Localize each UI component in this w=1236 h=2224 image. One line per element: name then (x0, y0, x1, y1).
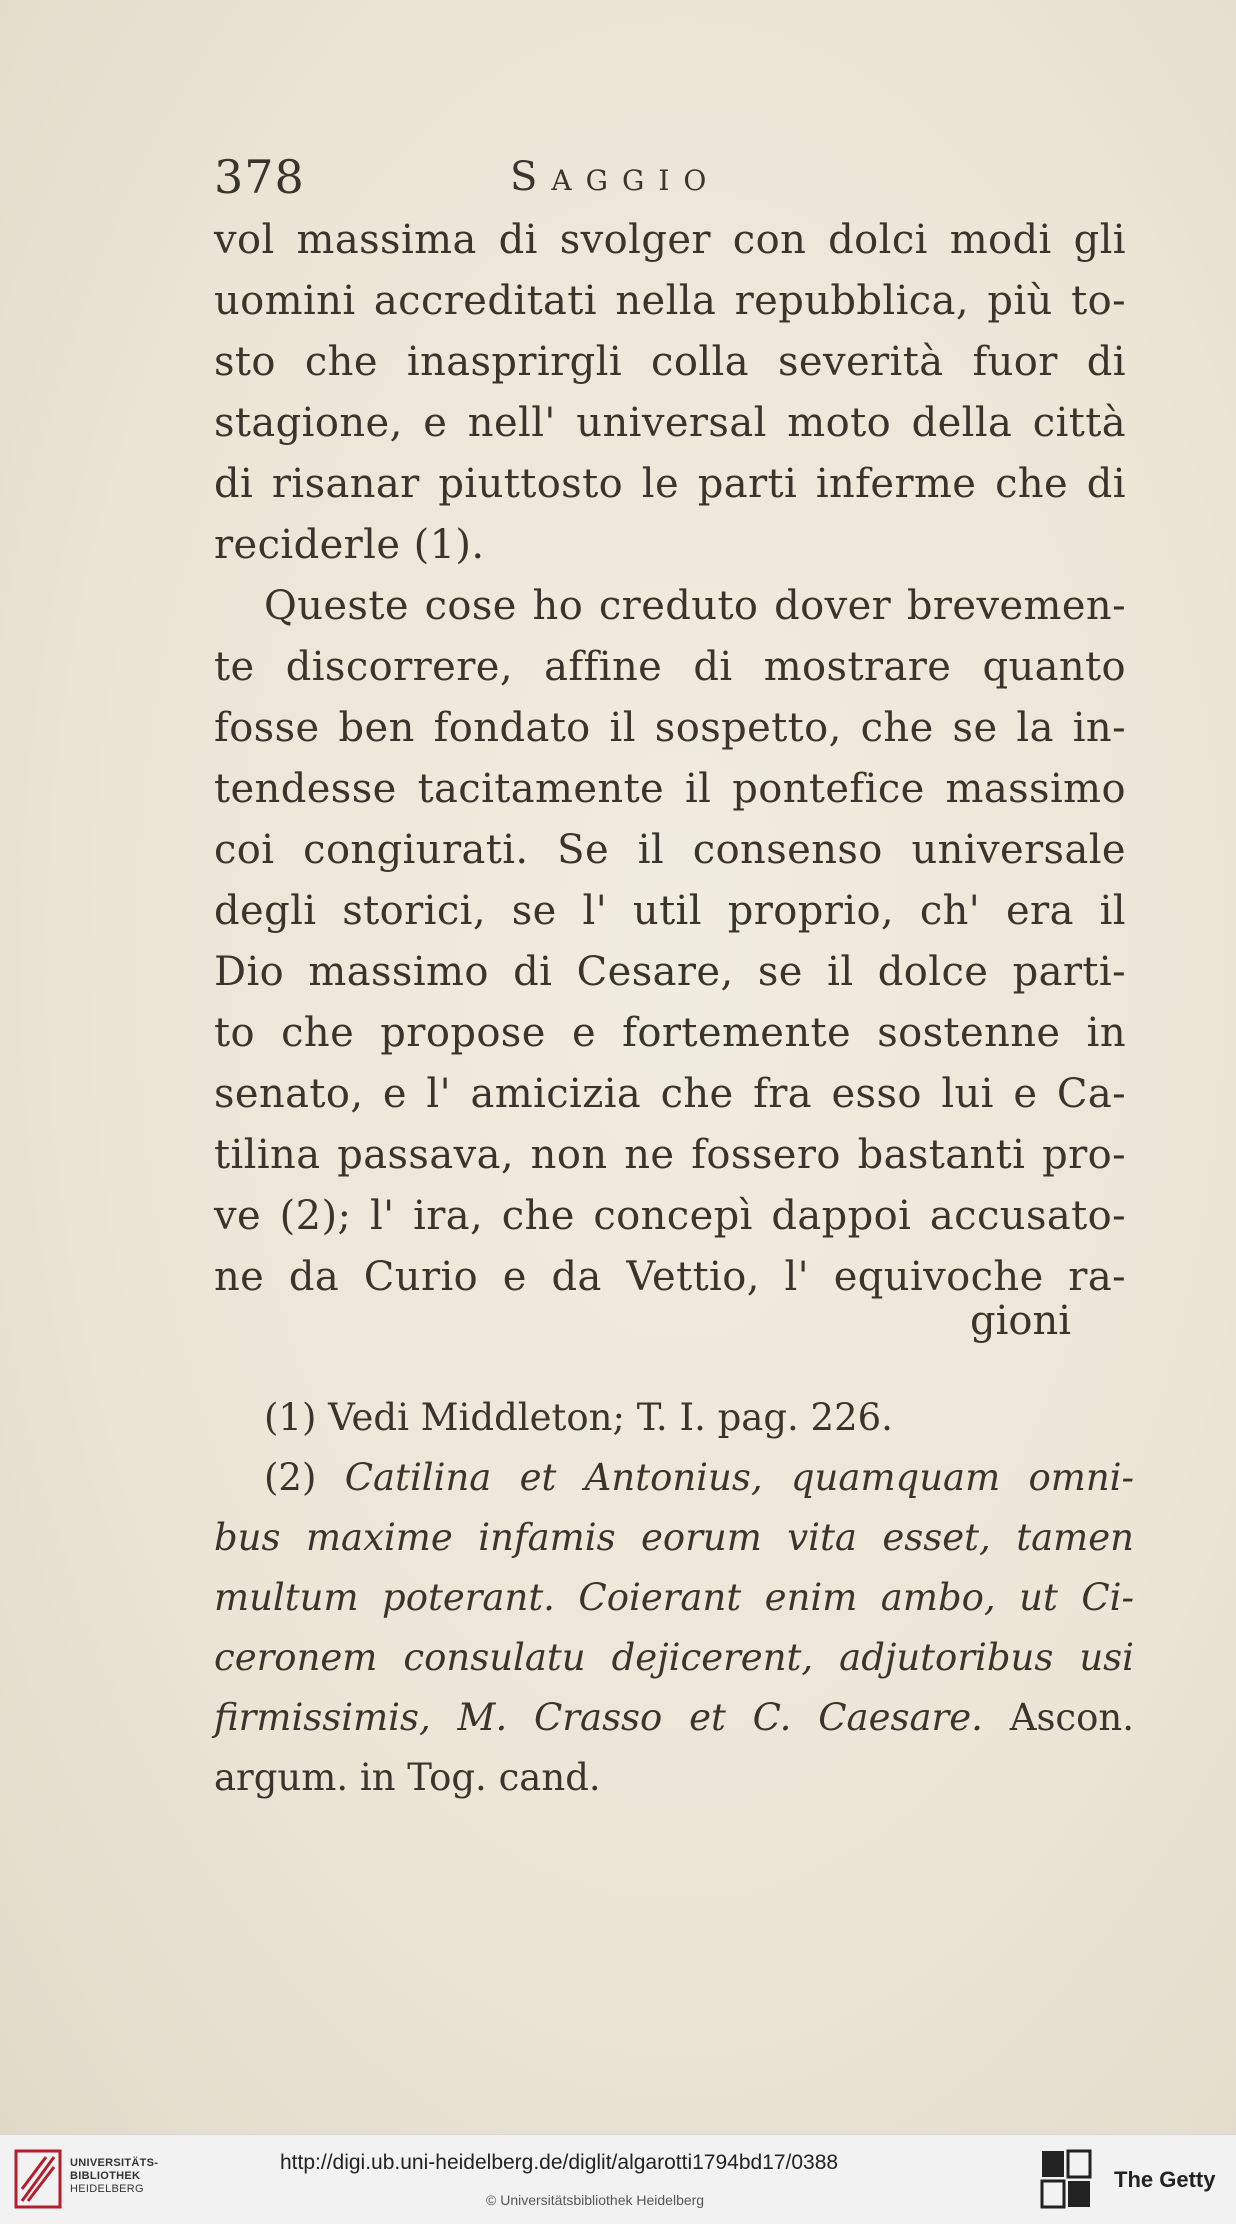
body-line: fosse ben fondato il sospetto, che se la in- (214, 705, 1126, 751)
partner-name: The Getty (1114, 2167, 1216, 2192)
viewer-footer (0, 2134, 1236, 2224)
body-line: vol massima di svolger con dolci modi gli (214, 217, 1126, 263)
body-line: ne da Curio e da Vettio, l' equivoche ra- (214, 1254, 1126, 1300)
running-title: Saggio (510, 154, 721, 200)
footnote-2-line (214, 1448, 1134, 1508)
body-line: di risanar piuttosto le parti inferme che di (214, 461, 1126, 507)
body-line: uomini accreditati nella repubblica, più to- (214, 278, 1126, 324)
footnote-2-line: ceronem consulatu dejicerent, adjutoribus usi (214, 1636, 1134, 1679)
body-text (214, 210, 1126, 1308)
footnote-2-source: Ascon. (1009, 1696, 1135, 1739)
body-line: sto che inasprirgli colla severità fuor di (214, 339, 1126, 385)
getty-logo-icon[interactable] (1040, 2149, 1094, 2209)
body-line: ve (2); l' ira, che concepì dappoi accusato- (214, 1193, 1126, 1239)
library-name-line: UNIVERSITÄTS- (70, 2157, 159, 2169)
footnote-2-line: multum poterant. Coierant enim ambo, ut Ci- (214, 1576, 1134, 1619)
body-line: tilina passava, non ne fossero bastanti pro- (214, 1132, 1126, 1178)
body-line: te discorrere, affine di mostrare quanto (214, 644, 1126, 690)
permalink-url[interactable]: http://digi.ub.uni-heidelberg.de/diglit/algarotti1794bd17/0388 (280, 2151, 839, 2174)
body-line: Dio massimo di Cesare, se il dolce parti- (214, 949, 1126, 995)
footnote-2-line (214, 1688, 1134, 1748)
body-line: tendesse tacitamente il pontefice massimo (214, 766, 1126, 812)
footnote-1: (1) Vedi Middleton; T. I. pag. 226. (264, 1396, 893, 1439)
library-name-line: BIBLIOTHEK (70, 2170, 141, 2182)
body-line: senato, e l' amicizia che fra esso lui e Ca- (214, 1071, 1126, 1117)
page-number: 378 (214, 150, 305, 204)
copyright-notice: © Universitätsbibliothek Heidelberg (486, 2192, 705, 2208)
body-line: stagione, e nell' universal moto della città (214, 400, 1126, 446)
footnote-2-text: Catilina et Antonius, quamquam omni- (344, 1456, 1134, 1499)
footnotes (214, 1388, 1134, 1808)
footnote-2-line: bus maxime infamis eorum vita esset, tamen (214, 1516, 1134, 1559)
library-name (70, 2157, 158, 2196)
library-name-line: HEIDELBERG (70, 2183, 144, 2195)
body-line: to che propose e fortemente sostenne in (214, 1010, 1126, 1056)
page-header (214, 150, 1144, 210)
body-line: reciderle (1). (214, 522, 485, 568)
footnote-2-mark: (2) (264, 1456, 317, 1499)
ub-heidelberg-logo-icon[interactable] (14, 2149, 62, 2209)
catchword: gioni (970, 1298, 1072, 1344)
body-line: degli storici, se l' util proprio, ch' era il (214, 888, 1126, 934)
footnote-2-line: argum. in Tog. cand. (214, 1756, 601, 1799)
body-line: coi congiurati. Se il consenso universale (214, 827, 1126, 873)
footnote-2-text: firmissimis, M. Crasso et C. Caesare. (214, 1696, 983, 1739)
body-line: Queste cose ho creduto dover brevemen- (264, 583, 1126, 629)
